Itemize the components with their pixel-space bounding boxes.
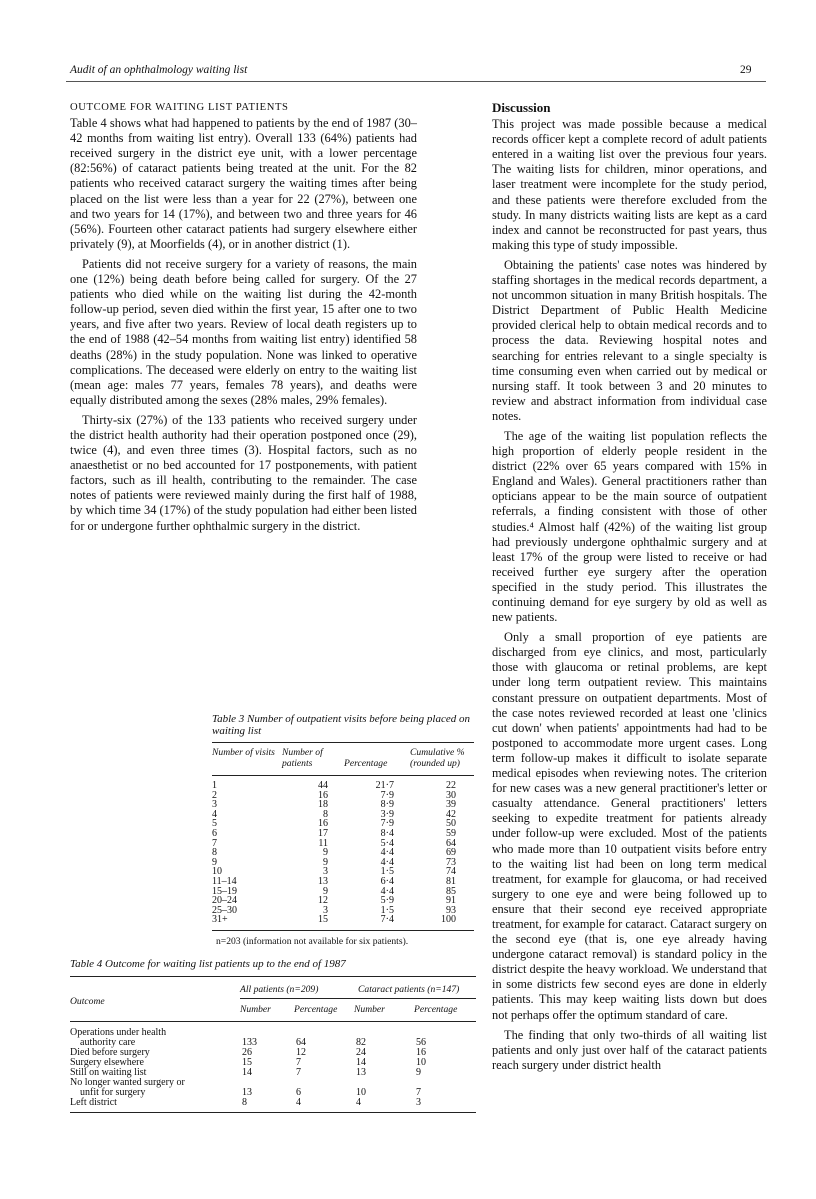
table-4	[70, 958, 476, 1113]
paragraph: The age of the waiting list population reflects the high proportion of elderly people resident in the district (22% over 65 years compared with 15% in England and Wales). General practitioners rather than opticians appear to be the main source of outpatient referrals, a finding consistent with those of other studies.⁴ Almost half (42%) of the waiting list group had previously undergone ophthalmic surgery and at least 17% of the group were listed to receive or had received further eye surgery after the operation specified in the study period. This illustrates the continuing demand for eye surgery by old as well as new patients.	[492, 428, 767, 625]
table-cell: 64	[446, 837, 456, 849]
paragraph: This project was made possible because a medical records officer kept a complete record of adult patients entered in a waiting list over the previous four years. The waiting lists for children, minor operations, and laser treatment were incomplete for the study period, and these patients were therefore excluded from the study. In many districts waiting lists are kept as a card index and cannot be reconstructed for past years, thus making this type of study impossible.	[492, 117, 767, 252]
group-header-all: All patients (n=209)	[240, 977, 354, 999]
table-cell: 18	[318, 799, 328, 811]
left-column	[70, 100, 417, 539]
outcome-line: authority care	[80, 1037, 136, 1048]
paragraph: Obtaining the patients' case notes was hindered by staffing shortages in the medical records department, a not uncommon situation in many British hospitals. The District Department of Public Health Medicine provided clerical help to obtain medical records and to process the data. Reviewing hospital notes and searching for entries relevant to a single specialty is time consuming even when carried out by medical or nursing staff. It took between 3 and 20 minutes to review and abstract information from individual case notes.	[492, 257, 767, 423]
table-cell: 59	[446, 827, 456, 839]
table-3-grid	[212, 742, 474, 931]
table-cell: 9	[323, 847, 328, 859]
table-cell: 8	[323, 808, 328, 820]
table-cell: 26	[242, 1047, 252, 1058]
table-cell: 24	[356, 1047, 366, 1058]
table-cell: 50	[446, 818, 456, 830]
table-cell: 9	[212, 856, 217, 868]
table-cell: 9	[416, 1067, 421, 1078]
table-cell: 22	[446, 780, 456, 791]
table-row	[212, 915, 474, 930]
column-header: Percentage	[294, 999, 354, 1022]
table-cell: 6	[212, 827, 217, 839]
table-row	[212, 848, 474, 858]
paragraph: Patients did not receive surgery for a variety of reasons, the main one (12%) being death before being called for surgery. Of the 27 patients who died while on the waiting list during the 42-month follow-up period, seven died within the first year, 15 after one to two years, and five after two years. Review of local death registers up to the end of 1988 (42–54 months from waiting list entry) identified 58 deaths (28%) in the study population. None was linked to operative complications. The deceased were elderly on entry to the waiting list (mean age: males 77 years, females 78 years), and deaths were equally distributed among the sexes (28% males, 29% females).	[70, 256, 417, 407]
table-row	[70, 1098, 476, 1113]
group-header-cataract: Cataract patients (n=147)	[354, 977, 476, 999]
table-cell: 7	[296, 1057, 301, 1068]
table-cell: 16	[318, 818, 328, 830]
column-header: Cumulative % (rounded up)	[410, 743, 474, 776]
page-number: 29	[740, 64, 752, 76]
table-cell: 7·9	[380, 789, 394, 801]
table-cell: 4·4	[380, 847, 394, 859]
table-cell: 4	[212, 808, 217, 820]
table-cell: 13	[242, 1087, 252, 1098]
table-4-grid	[70, 976, 476, 1113]
table-cell: 1	[212, 780, 217, 791]
table-cell: 56	[416, 1037, 426, 1048]
table-row	[212, 819, 474, 829]
table-row	[212, 776, 474, 791]
table-cell: 12	[296, 1047, 306, 1058]
table-3-caption: Table 3 Number of outpatient visits before being placed on waiting list	[212, 713, 470, 737]
table-row	[70, 1078, 476, 1098]
outcome-line: Died before surgery	[70, 1047, 150, 1058]
outcome-header: Outcome	[70, 977, 240, 1022]
table-cell: 2	[212, 789, 217, 801]
paragraph: Only a small proportion of eye patients are discharged from eye clinics, and most, particularly those with glaucoma or retinal problems, are kept under long term outpatient review. This maintains constant pressure on outpatient departments. Most of the case notes reviewed recorded at least one 'clinics cut down' when patients' appointments had had to be postponed to accommodate more urgent cases. Long term follow-up makes it difficult to isolate separate medical episodes when reviewing notes. The criterion for new cases was a new general practitioner's letter or casualty attendance. General practitioners' letters seeking to expedite treatment for patients already under follow-up were excluded. Most of the patients who made more than 10 outpatient visits before entry to the waiting list had been on long term medical treatment, for example for glaucoma, or had received surgery to one eye and were being followed up to ensure that their second eye received appropriate treatment, for example for cataract. Cataract surgery on the second eye (that is, one eye already having undergone cataract removal) is standard policy in the district despite the heavy workload. We understand that in some districts few second eyes are done in elderly patients. This may keep waiting lists down but does not perhaps offer the optimum standard of care.	[492, 630, 767, 1022]
table-cell: 3	[323, 866, 328, 878]
table-cell: 64	[296, 1037, 306, 1048]
section-heading: OUTCOME FOR WAITING LIST PATIENTS	[70, 102, 289, 113]
table-cell: 11	[318, 837, 328, 849]
column-header: Percentage	[344, 743, 410, 776]
table-row	[212, 896, 474, 906]
table-cell: 7	[416, 1087, 421, 1098]
discussion-heading: Discussion	[492, 100, 551, 115]
table-cell: 7	[296, 1067, 301, 1078]
table-cell: 8	[240, 1098, 294, 1113]
table-cell: 7	[212, 837, 217, 849]
table-cell: 100	[410, 915, 474, 930]
table-cell: 3	[212, 799, 217, 811]
table-cell: 3·9	[380, 808, 394, 820]
table-4-body	[70, 1022, 476, 1113]
table-cell: 10	[356, 1087, 366, 1098]
table-cell: 15–19	[212, 885, 237, 897]
column-header: Number	[354, 999, 414, 1022]
table-cell: 8·9	[380, 799, 394, 811]
header-rule	[66, 81, 766, 82]
table-cell: 74	[446, 866, 456, 878]
table-cell: 14	[242, 1067, 252, 1078]
table-cell: 21·7	[375, 780, 394, 791]
table-row	[212, 791, 474, 801]
outcome-label	[70, 1078, 240, 1098]
table-cell: 16	[416, 1047, 426, 1058]
table-cell: 42	[446, 808, 456, 820]
outcome-line: Left district	[70, 1097, 117, 1108]
table-cell: 69	[446, 847, 456, 859]
table-cell: 81	[446, 875, 456, 887]
table-cell: 8·4	[380, 827, 394, 839]
table-cell: 20–24	[212, 895, 237, 907]
table-cell: 6	[296, 1087, 301, 1098]
table-row	[212, 906, 474, 916]
table-cell: 30	[446, 789, 456, 801]
column-header: Number of visits	[212, 743, 282, 776]
table-cell: 6·4	[380, 875, 394, 887]
table-cell: 3	[414, 1098, 476, 1113]
table-row	[212, 829, 474, 839]
table-cell: 85	[446, 885, 456, 897]
right-column	[492, 100, 767, 1078]
table-3-note: n=203 (information not available for six patients).	[216, 935, 409, 947]
table-cell: 10	[212, 866, 222, 878]
table-3	[212, 713, 480, 947]
outcome-line: Still on waiting list	[70, 1067, 147, 1078]
table-cell: 5	[212, 818, 217, 830]
table-cell: 3	[323, 904, 328, 916]
table-cell: 15	[242, 1057, 252, 1068]
paragraph: Table 4 shows what had happened to patients by the end of 1987 (30–42 months from waiting list entry). Overall 133 (64%) patients had received surgery in the district eye unit, with a lower percentage (82:56%) of cataract patients being treated at the unit. For the 82 patients who received cataract surgery the waiting times after being placed on the list were less than a year for 22 (27%), between one and two years for 14 (17%), and between two and three years for 46 (56%). Fourteen other cataract patients had surgery elsewhere either privately (9), at Moorfields (4), or in another district (1).	[70, 116, 417, 251]
table-cell: 13	[318, 875, 328, 887]
table-cell: 1·5	[380, 866, 394, 878]
outcome-line: No longer wanted surgery or	[70, 1077, 185, 1088]
table-cell: 10	[416, 1057, 426, 1068]
column-header: Percentage	[414, 999, 476, 1022]
table-row	[212, 810, 474, 820]
table-cell: 5·9	[380, 895, 394, 907]
table-cell: 4·4	[380, 856, 394, 868]
table-row	[70, 1022, 476, 1049]
table-cell: 82	[356, 1037, 366, 1048]
outcome-label	[70, 1098, 240, 1113]
outcome-line: Operations under health	[70, 1027, 167, 1038]
table-cell: 4	[294, 1098, 354, 1113]
table-cell: 14	[356, 1057, 366, 1068]
outcome-line: unfit for surgery	[80, 1087, 146, 1098]
table-cell: 25–30	[212, 904, 237, 916]
table-cell: 133	[242, 1037, 257, 1048]
table-row	[212, 867, 474, 877]
column-header: Number of patients	[282, 743, 344, 776]
table-cell: 4	[354, 1098, 414, 1113]
table-cell: 31+	[212, 915, 282, 930]
table-cell: 8	[212, 847, 217, 859]
outcome-label	[70, 1022, 240, 1049]
running-title: Audit of an ophthalmology waiting list	[70, 64, 248, 76]
column-header: Number	[240, 999, 294, 1022]
table-cell: 44	[318, 780, 328, 791]
outcome-line: Surgery elsewhere	[70, 1057, 144, 1068]
table-row	[212, 839, 474, 849]
table-cell: 15	[282, 915, 344, 930]
table-cell: 5·4	[380, 837, 394, 849]
table-cell: 9	[323, 885, 328, 897]
table-cell: 93	[446, 904, 456, 916]
table-cell: 12	[318, 895, 328, 907]
table-4-caption: Table 4 Outcome for waiting list patients up to the end of 1987	[70, 958, 346, 970]
table-cell: 13	[356, 1067, 366, 1078]
table-row	[212, 887, 474, 897]
table-cell: 1·5	[380, 904, 394, 916]
table-cell: 4·4	[380, 885, 394, 897]
table-cell: 7·4	[344, 915, 410, 930]
table-row	[212, 858, 474, 868]
table-row	[212, 877, 474, 887]
table-cell: 7·9	[380, 818, 394, 830]
table-cell: 16	[318, 789, 328, 801]
table-cell: 17	[318, 827, 328, 839]
table-cell: 11–14	[212, 875, 237, 887]
paragraph: Thirty-six (27%) of the 133 patients who received surgery under the district health authority had their operation postponed once (29), twice (4), and even three times (3). Hospital factors, such as no anaesthetist or no bed accounted for 17 postponements, with patient factors, such as ill health, contributing to the remainder. The case notes of patients were reviewed mainly during the first half of 1988, by which time 34 (17%) of the study population had either been listed for or undergone further ophthalmic surgery in the district.	[70, 412, 417, 533]
table-row	[212, 800, 474, 810]
table-3-body	[212, 776, 474, 931]
table-cell: 73	[446, 856, 456, 868]
paragraph: The finding that only two-thirds of all waiting list patients and only just over half of the cataract patients reach surgery under district health	[492, 1027, 767, 1072]
table-cell: 9	[323, 856, 328, 868]
table-cell: 91	[446, 895, 456, 907]
table-cell: 39	[446, 799, 456, 811]
